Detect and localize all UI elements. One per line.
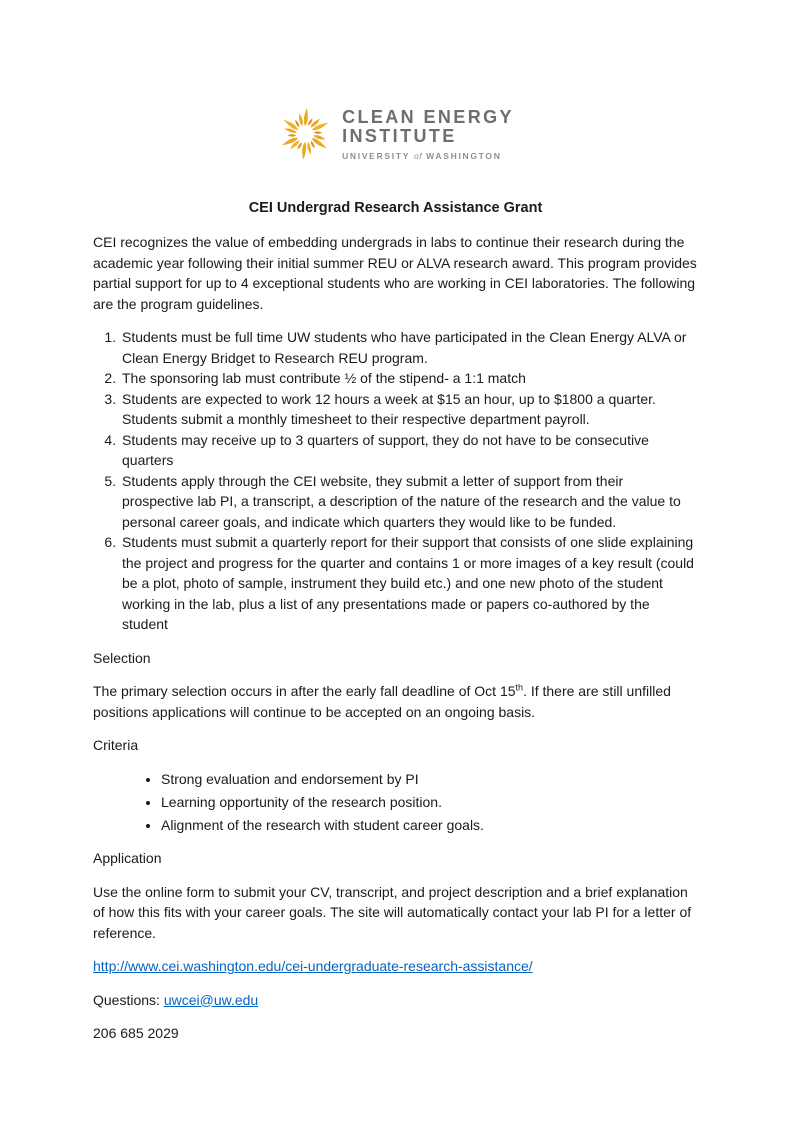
logo-org-line1: CLEAN ENERGY [342,106,514,127]
phone-number: 206 685 2029 [93,1025,179,1041]
sunburst-icon [277,106,333,162]
guideline-item-1: 1. Students must be full time UW students who have participated in the Clean Energy ALVA or Clean Energy Bridget to Research REU program. [120,327,698,368]
guideline-item-3: 3. Students are expected to work 12 hours a week at $15 an hour, up to $1800 a quarter. Students submit a monthly timesheet to their respective department payroll. [120,389,698,430]
criteria-item-1: • Strong evaluation and endorsement by PI [161,769,698,790]
selection-text-after: . If there are still unfilled positions applications will continue to be accepted on an ongoing basis. [93,683,671,720]
guidelines-list [93,327,698,635]
application-paragraph: Use the online form to submit your CV, transcript, and project description and a brief explanation of how this fits with your career goals. The site will automatically contact your lab PI for a letter of reference. [93,883,692,941]
application-url-link[interactable]: http://www.cei.washington.edu/cei-undergraduate-research-assistance/ [93,958,533,974]
logo-text [342,108,514,161]
application-link-line [93,956,698,977]
guideline-item-5: 5. Students apply through the CEI website, they submit a letter of support from their prospective lab PI, a transcript, a description of the nature of the research and the value to personal career goals, and indicate which quarters they would like to be funded. [120,471,698,533]
application-heading: Application [93,850,162,866]
email-link[interactable]: uwcei@uw.edu [163,991,259,1008]
logo-university-line [342,151,514,161]
document-title: CEI Undergrad Research Assistance Grant [248,200,543,216]
questions-line [93,990,698,1011]
criteria-item-2: • Learning opportunity of the research position. [161,792,698,813]
questions-label: Questions: [93,991,164,1008]
guideline-item-6: 6. Students must submit a quarterly report for their support that consists of one slide explaining the project and progress for the quarter and contains 1 or more images of a key result (could be a plot, photo of sample, instrument they build etc.) and one new photo of the student working in the lab, plus a list of any presentations made or papers co-authored by the student [120,532,698,635]
logo-university-part2: WASHINGTON [422,150,502,161]
selection-text-before: The primary selection occurs in after the early fall deadline of Oct 15 [93,683,516,699]
logo-org-line2: INSTITUTE [342,125,457,146]
ordinal-superscript: th [515,682,524,693]
document-page [0,106,791,1044]
selection-paragraph [93,681,698,722]
cei-logo [93,106,698,162]
criteria-list [93,769,698,836]
guideline-item-4: 4. Students may receive up to 3 quarters of support, they do not have to be consecutive quarters [120,430,698,471]
criteria-item-3: • Alignment of the research with student career goals. [161,815,698,836]
logo-university-part1: UNIVERSITY [342,150,414,161]
guideline-item-2: 2. The sponsoring lab must contribute ½ of the stipend- a 1:1 match [120,368,698,389]
selection-heading: Selection [93,649,151,666]
criteria-heading: Criteria [93,737,139,753]
logo-university-of: of [414,150,423,161]
intro-paragraph: CEI recognizes the value of embedding undergrads in labs to continue their research during the academic year following their initial summer REU or ALVA research award. This program provides partial support for up to 4 exceptional students who are working in CEI laboratories. The following are the program guidelines. [93,234,697,312]
